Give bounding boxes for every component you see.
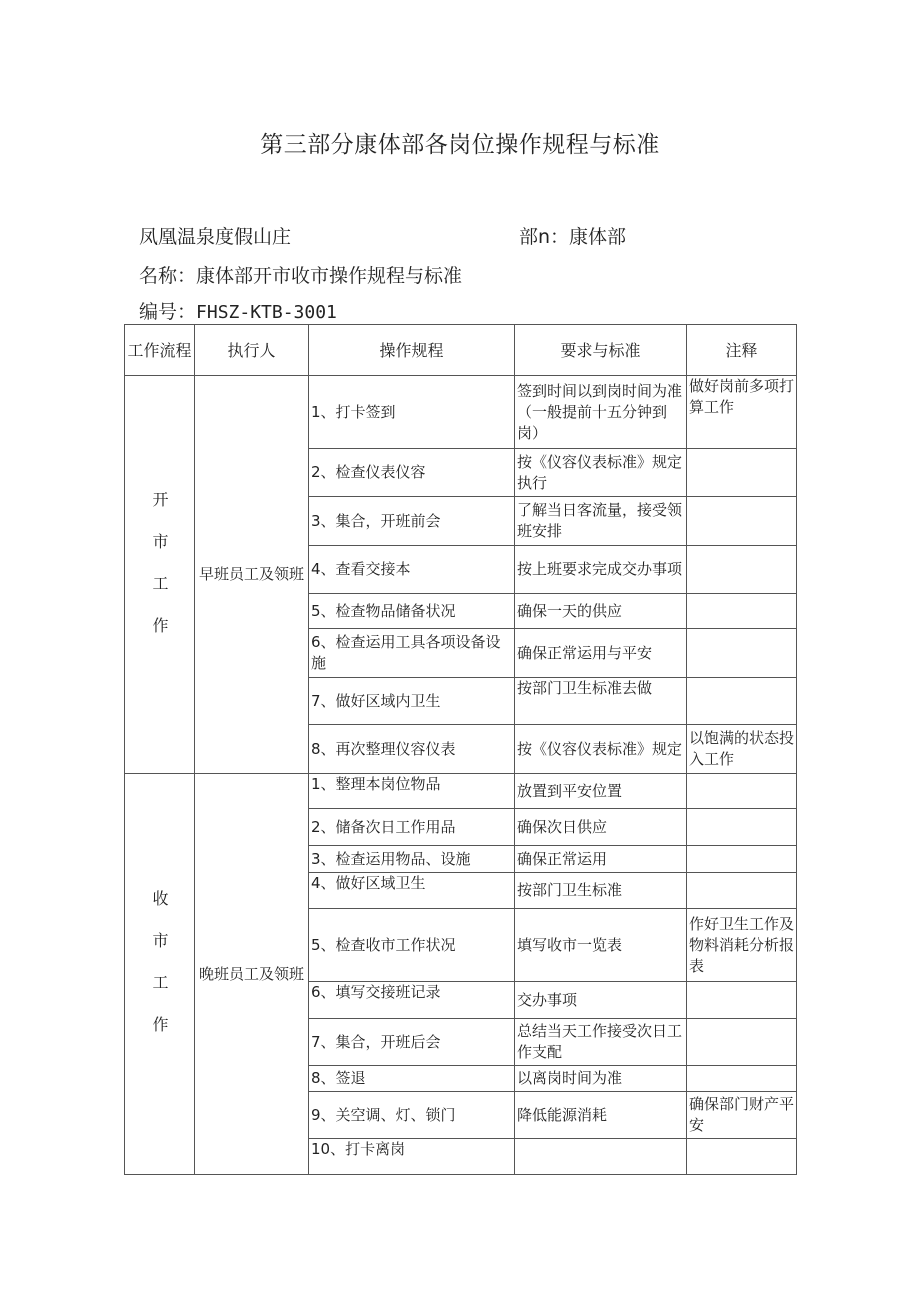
step-cell: 3、检查运用物品、设施 bbox=[309, 846, 515, 873]
note-cell: 作好卫生工作及物料消耗分析报表 bbox=[687, 909, 797, 982]
standard-cell: 按上班要求完成交办事项 bbox=[515, 546, 687, 594]
stage-label: 开市工作 bbox=[150, 490, 169, 659]
department-label: 部n： bbox=[519, 226, 570, 248]
standard-cell: 确保次日供应 bbox=[515, 809, 687, 846]
department-value: 康体部 bbox=[569, 226, 627, 248]
note-cell bbox=[687, 678, 797, 725]
step-cell: 8、再次整理仪容仪表 bbox=[309, 725, 515, 774]
step-cell: 9、关空调、灯、锁门 bbox=[309, 1092, 515, 1139]
note-cell bbox=[687, 982, 797, 1019]
step-cell: 1、打卡签到 bbox=[309, 376, 515, 449]
document-name-label: 名称： bbox=[139, 265, 197, 287]
standard-cell: 降低能源消耗 bbox=[515, 1092, 687, 1139]
standard-cell bbox=[515, 1139, 687, 1175]
note-cell bbox=[687, 846, 797, 873]
note-cell bbox=[687, 1066, 797, 1092]
note-cell bbox=[687, 629, 797, 678]
standard-cell: 确保正常运用与平安 bbox=[515, 629, 687, 678]
header-stage: 工作流程 bbox=[125, 325, 195, 376]
stage-cell-open bbox=[125, 376, 195, 774]
step-cell: 4、查看交接本 bbox=[309, 546, 515, 594]
step-cell: 6、填写交接班记录 bbox=[309, 982, 515, 1019]
standard-cell: 确保正常运用 bbox=[515, 846, 687, 873]
document-name-value: 康体部开市收市操作规程与标准 bbox=[196, 265, 463, 287]
procedure-table bbox=[124, 324, 797, 1175]
note-cell bbox=[687, 809, 797, 846]
stage-label: 收市工作 bbox=[150, 890, 169, 1058]
standard-cell: 了解当日客流量，接受领班安排 bbox=[515, 497, 687, 546]
table-row bbox=[125, 376, 797, 449]
standard-cell: 交办事项 bbox=[515, 982, 687, 1019]
company-name: 凤凰温泉度假山庄 bbox=[139, 226, 292, 248]
note-cell: 做好岗前多项打算工作 bbox=[687, 376, 797, 449]
step-cell: 6、检查运用工具各项设备设施 bbox=[309, 629, 515, 678]
header-standard: 要求与标准 bbox=[515, 325, 687, 376]
standard-cell: 签到时间以到岗时间为准（一般提前十五分钟到岗） bbox=[515, 376, 687, 449]
note-cell: 以饱满的状态投入工作 bbox=[687, 725, 797, 774]
standard-cell: 按《仪容仪表标准》规定 bbox=[515, 725, 687, 774]
step-cell: 4、做好区域卫生 bbox=[309, 873, 515, 909]
note-cell bbox=[687, 546, 797, 594]
stage-cell-close bbox=[125, 774, 195, 1175]
note-cell bbox=[687, 497, 797, 546]
standard-cell: 确保一天的供应 bbox=[515, 594, 687, 629]
page-title: 第三部分康体部各岗位操作规程与标准 bbox=[260, 132, 660, 158]
standard-cell: 放置到平安位置 bbox=[515, 774, 687, 809]
document-code bbox=[139, 297, 337, 324]
note-cell bbox=[687, 774, 797, 809]
step-cell: 1、整理本岗位物品 bbox=[309, 774, 515, 809]
header-procedure: 操作规程 bbox=[309, 325, 515, 376]
table-row bbox=[125, 774, 797, 809]
step-cell: 7、集合，开班后会 bbox=[309, 1019, 515, 1066]
step-cell: 2、检查仪表仪容 bbox=[309, 449, 515, 497]
step-cell: 5、检查收市工作状况 bbox=[309, 909, 515, 982]
standard-cell: 按部门卫生标准去做 bbox=[515, 678, 687, 725]
step-cell: 2、储备次日工作用品 bbox=[309, 809, 515, 846]
executor-cell: 早班员工及领班 bbox=[195, 376, 309, 774]
note-cell bbox=[687, 1139, 797, 1175]
standard-cell: 总结当天工作接受次日工作支配 bbox=[515, 1019, 687, 1066]
note-cell bbox=[687, 449, 797, 497]
header-executor: 执行人 bbox=[195, 325, 309, 376]
step-cell: 8、签退 bbox=[309, 1066, 515, 1092]
step-cell: 5、检查物品储备状况 bbox=[309, 594, 515, 629]
document-code-label: 编号： bbox=[139, 301, 197, 323]
standard-cell: 填写收市一览表 bbox=[515, 909, 687, 982]
standard-cell: 以离岗时间为准 bbox=[515, 1066, 687, 1092]
note-cell bbox=[687, 873, 797, 909]
step-cell: 3、集合，开班前会 bbox=[309, 497, 515, 546]
note-cell bbox=[687, 594, 797, 629]
standard-cell: 按《仪容仪表标准》规定执行 bbox=[515, 449, 687, 497]
standard-cell: 按部门卫生标准 bbox=[515, 873, 687, 909]
step-cell: 10、打卡离岗 bbox=[309, 1139, 515, 1175]
note-cell: 确保部门财产平安 bbox=[687, 1092, 797, 1139]
executor-cell: 晚班员工及领班 bbox=[195, 774, 309, 1175]
document-code-value: FHSZ-KTB-3001 bbox=[196, 302, 337, 323]
document-name bbox=[139, 261, 462, 288]
note-cell bbox=[687, 1019, 797, 1066]
step-cell: 7、做好区域内卫生 bbox=[309, 678, 515, 725]
table-header-row bbox=[125, 325, 797, 376]
department bbox=[519, 222, 626, 249]
header-note: 注释 bbox=[687, 325, 797, 376]
